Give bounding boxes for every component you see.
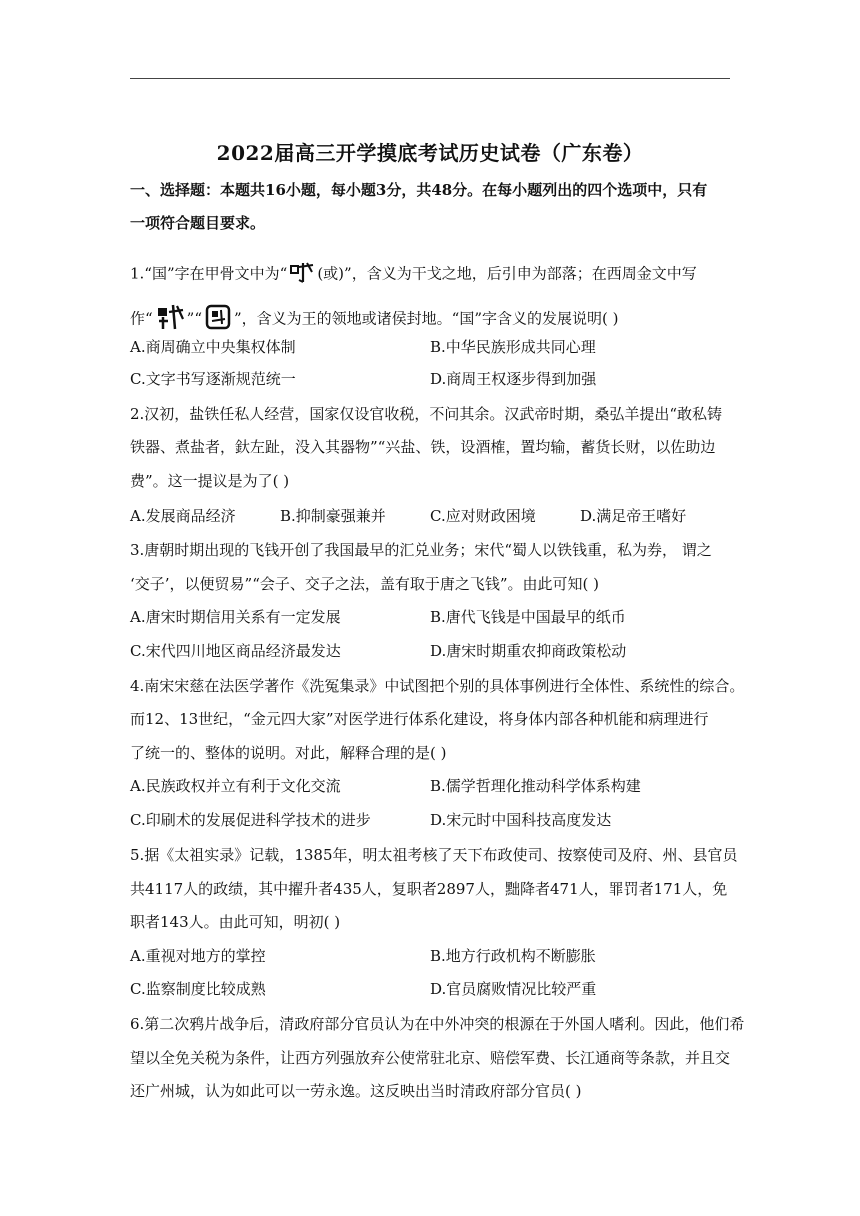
- bronze-guo-glyph-1: [155, 303, 185, 336]
- q2-line-1: 2.汉初，盐铁任私人经营，国家仅设官收税，不问其余。汉武帝时期，桑弘羊提出“敢私铸: [130, 405, 722, 423]
- q5-option-d[interactable]: D.官员腐败情况比较严重: [430, 980, 597, 998]
- q6-line-1: 6.第二次鸦片战争后，清政府部分官员认为在中外冲突的根源在于外国人嗜利。因此，他们希: [130, 1015, 745, 1033]
- q2-option-c[interactable]: C.应对财政困境: [430, 507, 536, 525]
- section-instructions-line-1: 一、选择题：本题共16小题，每小题3分，共48分。在每小题列出的四个选项中，只有: [130, 181, 708, 199]
- bronze-guo-glyph-2: [204, 303, 232, 336]
- q2-line-2: 铁器、煮盐者，釱左趾，没入其器物”“兴盐、铁，设酒榷，置均输，蓄货长财，以佐助边: [130, 438, 716, 456]
- q5-line-2: 共4117人的政绩，其中擢升者435人，复职者2897人，黜降者471人，罪罚者171人，免: [130, 880, 728, 898]
- q3-option-d[interactable]: D.唐宋时期重农抑商政策松动: [430, 642, 627, 660]
- section-instructions-line-2: 一项符合题目要求。: [130, 214, 266, 232]
- q4-line-3: 了统一的、整体的说明。对此，解释合理的是( ): [130, 744, 447, 762]
- q4-line-1: 4.南宋宋慈在法医学著作《洗冤集录》中试图把个别的具体事例进行全体性、系统性的综合。: [130, 677, 745, 695]
- q6-line-2: 望以全免关税为条件，让西方列强放弃公使常驻北京、赔偿军费、长江通商等条款，并且交: [130, 1049, 731, 1067]
- q4-option-c[interactable]: C.印刷术的发展促进科学技术的进步: [130, 811, 371, 829]
- q5-option-b[interactable]: B.地方行政机构不断膨胀: [430, 947, 596, 965]
- q4-option-d[interactable]: D.宋元时中国科技高度发达: [430, 811, 612, 829]
- q4-line-2: 而12、13世纪，“金元四大家”对医学进行体系化建设，将身体内部各种机能和病理进行: [130, 710, 709, 728]
- q3-option-c[interactable]: C.宋代四川地区商品经济最发达: [130, 642, 341, 660]
- q5-option-a[interactable]: A.重视对地方的掌控: [130, 947, 266, 965]
- q4-option-b[interactable]: B.儒学哲理化推动科学体系构建: [430, 777, 641, 795]
- q2-line-3: 费”。这一提议是为了( ): [130, 472, 290, 490]
- q3-line-1: 3.唐朝时期出现的飞钱开创了我国最早的汇兑业务；宋代“蜀人以铁钱重，私为券， 谓之: [130, 541, 712, 559]
- oracle-bone-guo-glyph: [289, 260, 315, 289]
- header-rule: [130, 78, 730, 79]
- q3-option-b[interactable]: B.唐代飞钱是中国最早的纸币: [430, 608, 626, 626]
- q5-option-c[interactable]: C.监察制度比较成熟: [130, 980, 266, 998]
- q4-option-a[interactable]: A.民族政权并立有利于文化交流: [130, 777, 341, 795]
- q3-option-a[interactable]: A.唐宋时期信用关系有一定发展: [130, 608, 341, 626]
- q5-line-1: 5.据《太祖实录》记载，1385年，明太祖考核了天下布政使司、按察使司及府、州、县官员: [130, 846, 738, 864]
- q1-line-1: 1.“国”字在甲骨文中为“ (或)”，含义为干戈之地，后引申为部落；在西周金文中写: [130, 260, 697, 289]
- q1-option-d[interactable]: D.商周王权逐步得到加强: [430, 370, 597, 388]
- q1-option-c[interactable]: C.文字书写逐渐规范统一: [130, 370, 296, 388]
- page-title: 2022届高三开学摸底考试历史试卷（广东卷）: [216, 141, 644, 165]
- q5-line-3: 职者143人。由此可知，明初( ): [130, 913, 341, 931]
- q3-line-2: ‘交子’，以便贸易”“会子、交子之法，盖有取于唐之飞钱”。由此可知( ): [130, 575, 600, 593]
- q2-option-b[interactable]: B.抑制豪强兼并: [280, 507, 386, 525]
- q1-option-a[interactable]: A.商周确立中央集权体制: [130, 338, 296, 356]
- q6-line-3: 还广州城，认为如此可以一劳永逸。这反映出当时清政府部分官员( ): [130, 1082, 582, 1100]
- q1-line-2: 作“ ”“ ”，含义为王的领地或诸侯封地。“国”字含义的发展说明( ): [130, 303, 619, 336]
- q2-option-d[interactable]: D.满足帝王嗜好: [580, 507, 687, 525]
- q2-option-a[interactable]: A.发展商品经济: [130, 507, 236, 525]
- q1-option-b[interactable]: B.中华民族形成共同心理: [430, 338, 596, 356]
